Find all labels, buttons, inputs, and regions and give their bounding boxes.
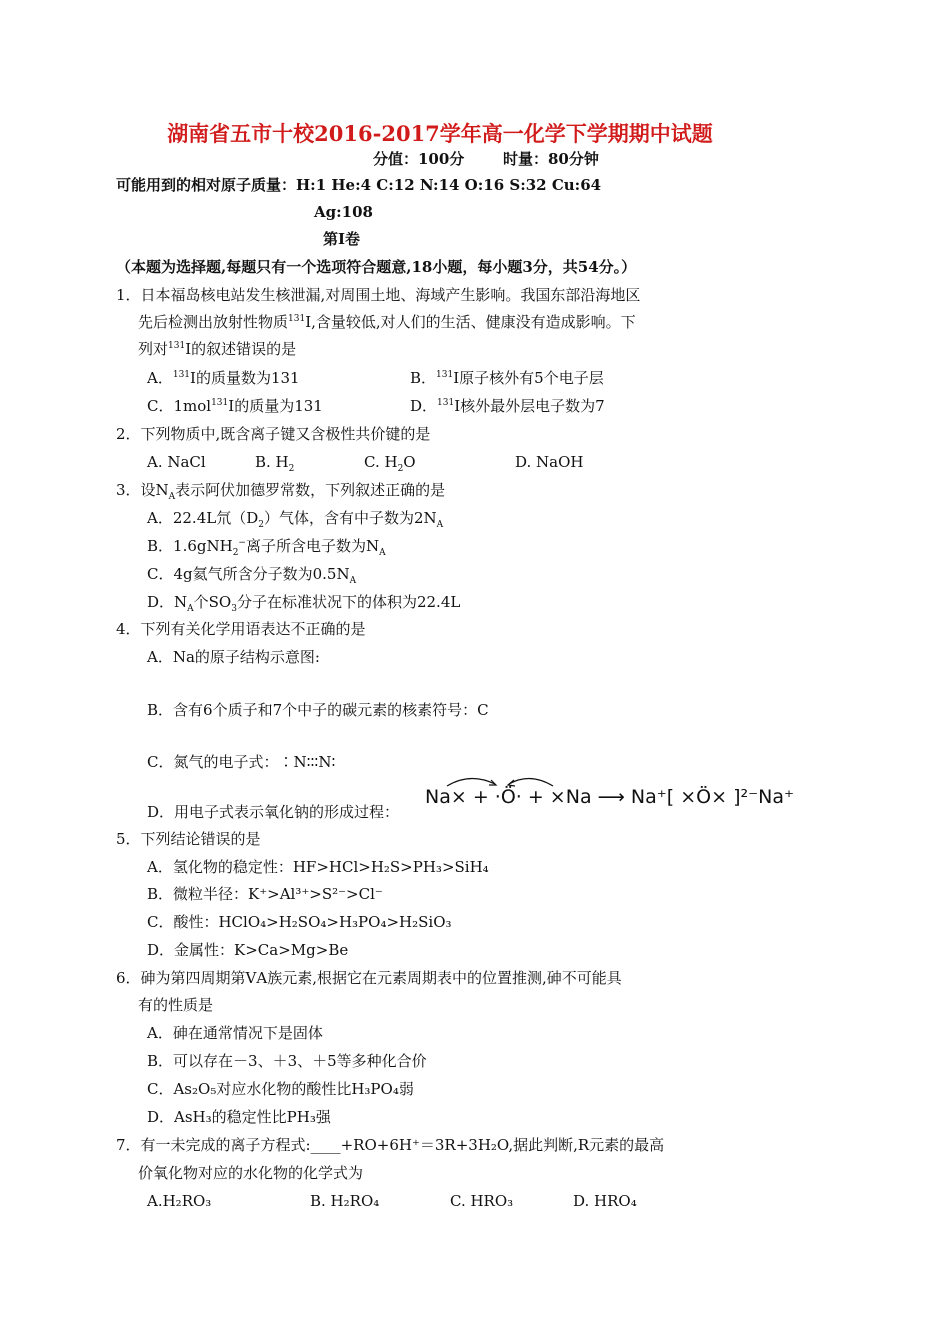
- score-label: 分值：100分: [373, 150, 465, 168]
- page-title: 湖南省五市十校2016-2017学年高一化学下学期期中试题: [167, 121, 713, 146]
- q6-option-b[interactable]: B．可以存在－3、＋3、＋5等多种化合价: [147, 1052, 427, 1070]
- q7-stem-line2: 价氧化物对应的水化物的化学式为: [138, 1164, 364, 1182]
- q4-option-d[interactable]: D．用电子式表示氧化钠的形成过程：: [147, 803, 400, 821]
- volume-heading: 第Ⅰ卷: [323, 230, 361, 248]
- q3-option-b[interactable]: B．1.6gNH$_2$−离子所含电子数为$N_A$: [147, 537, 386, 558]
- q5-option-a[interactable]: A．氢化物的稳定性：HF>HCl>H₂S>PH₃>SiH₄: [147, 858, 489, 876]
- atomic-masses: 可能用到的相对原子质量：H:1 He:4 C:12 N:14 O:16 S:32 Cu:64: [116, 176, 602, 194]
- q2-option-c[interactable]: C. $H_2O$: [364, 453, 416, 474]
- q4-option-b[interactable]: B．含有6个质子和7个中子的碳元素的核素符号：C: [147, 701, 489, 719]
- q6-option-c[interactable]: C．As₂O₅对应水化物的酸性比H₃PO₄弱: [147, 1080, 414, 1098]
- q2-option-d[interactable]: D. NaOH: [515, 453, 584, 471]
- q2-option-a[interactable]: A. NaCl: [147, 453, 206, 471]
- q7-option-d[interactable]: D. HRO₄: [573, 1192, 637, 1210]
- q7-option-b[interactable]: B. H₂RO₄: [310, 1192, 380, 1210]
- q1-stem-line1: 1．日本福岛核电站发生核泄漏,对周围土地、海域产生影响。我国东部沿海地区: [116, 286, 641, 304]
- q7-stem-line1: 7．有一未完成的离子方程式:____+RO+6H⁺＝3R+3H₂O,据此判断,R元素的最高: [116, 1136, 665, 1154]
- q6-stem-line2: 有的性质是: [138, 996, 214, 1014]
- q3-option-d[interactable]: D．$N_A$个$SO_3$分子在标准状况下的体积为22.4L: [147, 593, 461, 614]
- q5-option-d[interactable]: D．金属性：K>Ca>Mg>Be: [147, 941, 349, 959]
- q5-option-c[interactable]: C．酸性：HClO₄>H₂SO₄>H₃PO₄>H₂SiO₃: [147, 913, 452, 931]
- q2-option-b[interactable]: B. $H_2$: [255, 453, 295, 474]
- electron-transfer-arrows: [425, 772, 585, 788]
- q5-option-b[interactable]: B．微粒半径：K⁺>Al³⁺>S²⁻>Cl⁻: [147, 885, 383, 903]
- q3-option-c[interactable]: C．4g氦气所含分子数为$0.5N_A$: [147, 565, 357, 586]
- q1-option-a[interactable]: A．$^{131}$I的质量数为131: [147, 369, 300, 387]
- q5-stem: 5．下列结论错误的是: [116, 830, 261, 848]
- q3-stem: 3．设$N_A$表示阿伏加德罗常数，下列叙述正确的是: [116, 481, 446, 502]
- q1-stem-line3: 列对$^{131}$I的叙述错误的是: [138, 340, 297, 358]
- q6-option-d[interactable]: D．AsH₃的稳定性比PH₃强: [147, 1108, 331, 1126]
- q7-option-a[interactable]: A.H₂RO₃: [147, 1192, 212, 1210]
- q4-option-c[interactable]: C．氮气的电子式：∶N∶∶∶N∶: [147, 753, 336, 771]
- q1-option-b[interactable]: B．$^{131}$I原子核外有5个电子层: [410, 369, 604, 387]
- q1-option-d[interactable]: D．$^{131}$I核外最外层电子数为7: [410, 397, 605, 415]
- q6-stem-line1: 6．砷为第四周期第ⅤA族元素,根据它在元素周期表中的位置推测,砷不可能具: [116, 969, 622, 987]
- q1-option-c[interactable]: C．1mol$^{131}$I的质量为131: [147, 397, 323, 415]
- q1-stem-line2: 先后检测出放射性物质$^{131}$I,含量较低,对人们的生活、健康没有造成影响。下: [138, 313, 636, 331]
- q2-stem: 2．下列物质中,既含离子键又含极性共价键的是: [116, 425, 431, 443]
- time-label: 时量：80分钟: [503, 150, 599, 168]
- q4-stem: 4．下列有关化学用语表达不正确的是: [116, 620, 366, 638]
- atomic-masses-cont: Ag:108: [314, 203, 373, 221]
- q6-option-a[interactable]: A．砷在通常情况下是固体: [147, 1024, 323, 1042]
- electron-formation-equation: Na× + ·Ö· + ×Na ⟶ Na⁺[ ×Ö× ]²⁻Na⁺: [425, 786, 794, 808]
- q3-option-a[interactable]: A．22.4L氘$(D_2)$气体，含有中子数为$2N_A$: [147, 509, 444, 530]
- q7-option-c[interactable]: C. HRO₃: [450, 1192, 514, 1210]
- q4-option-a[interactable]: A．Na的原子结构示意图:: [147, 648, 320, 666]
- instructions: （本题为选择题,每题只有一个选项符合题意,18小题，每小题3分，共54分。）: [116, 258, 637, 276]
